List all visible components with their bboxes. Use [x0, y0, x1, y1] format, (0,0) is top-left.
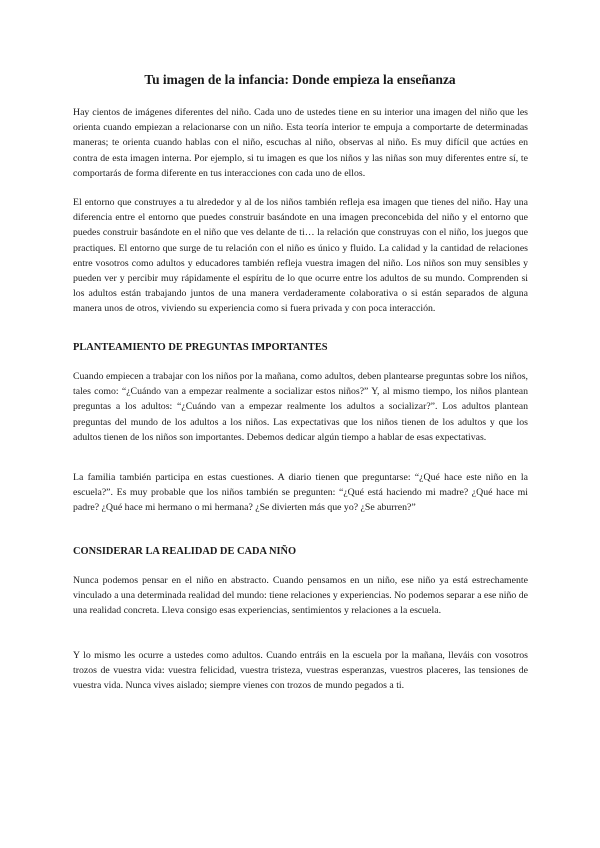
questions-paragraph-2: La familia también participa en estas cuestiones. A diario tienen que preguntarse: “¿Qué hace este niño en la escuela?”. Es muy probable que los niños también se pregunten: “¿Qué está haciendo mi madre? ¿Qué hace mi padre? ¿Qué hace mi hermano o mi hermana? ¿Se divierten más que yo? ¿Se aburren?”: [73, 472, 528, 514]
document-title: Tu imagen de la infancia: Donde empieza la enseñanza: [144, 72, 456, 87]
section-heading-reality: CONSIDERAR LA REALIDAD DE CADA NIÑO: [73, 546, 297, 557]
reality-paragraph-2: Y lo mismo les ocurre a ustedes como adultos. Cuando entráis en la escuela por la mañana, lleváis con vosotros trozos de vuestra vida: vuestra felicidad, vuestra tristeza, vuestras esperanzas, vuestros placeres, las tensiones de vuestra vida. Nunca vives aislado; siempre vienes con trozos de mundo pegados a ti.: [73, 650, 528, 692]
section-heading-questions: PLANTEAMIENTO DE PREGUNTAS IMPORTANTES: [73, 342, 328, 353]
reality-paragraph-1: Nunca podemos pensar en el niño en abstracto. Cuando pensamos en un niño, ese niño ya está estrechamente vinculado a una determinada realidad del mundo: tiene relaciones y experiencias. No podemos separar a ese niño de una realidad concreta. Lleva consigo esas experiencias, sentimientos y relaciones a la escuela.: [73, 575, 528, 617]
intro-paragraph-2: El entorno que construyes a tu alrededor y al de los niños también refleja esa imagen que tienes del niño. Hay una diferencia entre el entorno que puedes construir basándote en una imagen preconcebida del niño y el entorno que puedes construir basándote en el niño que ves delante de ti… la relación que construyas con el niño, los juegos que practiques. El entorno que surge de tu relación con el niño es único y fluido. La calidad y la cantidad de relaciones entre vosotros como adultos y educadores también refleja vuestra imagen del niño. Los niños son muy sensibles y pueden ver y percibir muy rápidamente el espíritu de lo que ocurre entre los adultos de su mundo. Comprenden si los adultos están trabajando juntos de una manera verdaderamente colaborativa o si están separados de alguna manera unos de otros, viviendo su experiencia como si fuera privada y con poca interacción.: [73, 197, 528, 315]
intro-paragraph-1: Hay cientos de imágenes diferentes del niño. Cada uno de ustedes tiene en su interior una imagen del niño que les orienta cuando empiezan a relacionarse con un niño. Esta teoría interior te empuja a comportarte de determinadas maneras; te orienta cuando hablas con el niño, escuchas al niño, observas al niño. Es muy difícil que actúes en contra de esta imagen interna. Por ejemplo, si tu imagen es que los niños y las niñas son muy diferentes entre sí, te comportarás de forma diferente en tus interacciones con cada uno de ellos.: [73, 107, 528, 179]
questions-paragraph-1: Cuando empiecen a trabajar con los niños por la mañana, como adultos, deben plantearse preguntas sobre los niños, tales como: “¿Cuándo van a empezar realmente a socializar estos niños?” Y, al mismo tiempo, los niños plantean preguntas a los adultos: “¿Cuándo van a empezar realmente los adultos a socializar?”. Los adultos plantean preguntas del mundo de los adultos a los niños. Las expectativas que los niños tienen de los adultos y que los adultos tienen de los niños son importantes. Debemos dedicar algún tiempo a hablar de esas expectativas.: [73, 371, 528, 443]
